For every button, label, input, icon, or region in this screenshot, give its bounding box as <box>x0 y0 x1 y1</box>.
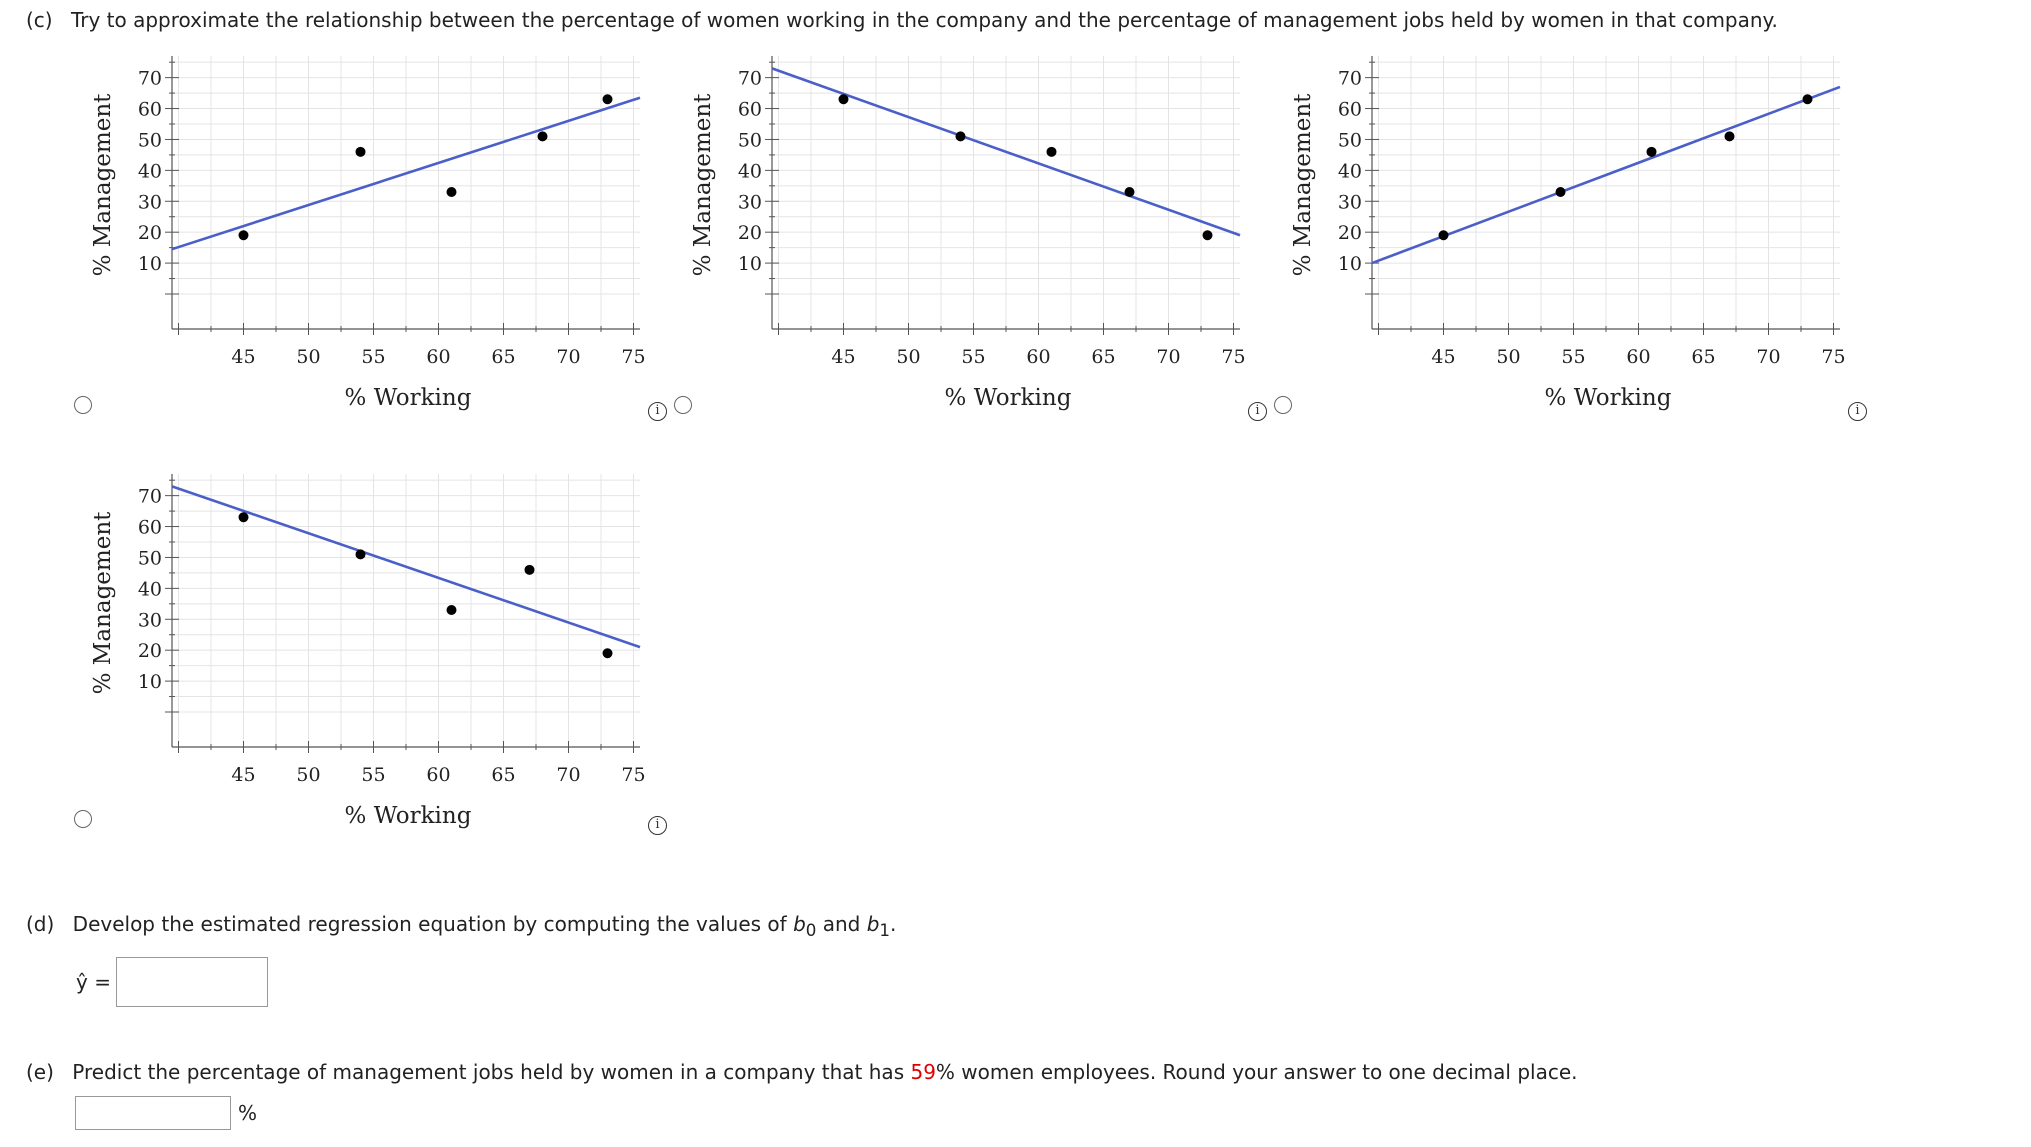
x-tick-label: 60 <box>426 346 451 368</box>
data-point <box>538 131 548 141</box>
y-axis-label: % Management <box>690 93 716 277</box>
y-tick-label: 60 <box>137 516 162 539</box>
b0-symbol: $b_0$ <box>793 912 817 940</box>
y-tick-label: 40 <box>137 578 162 601</box>
regression-equation-input[interactable] <box>116 957 268 1007</box>
y-tick-label: 40 <box>137 160 162 183</box>
data-point <box>1439 230 1449 240</box>
y-tick-label: 50 <box>737 129 762 152</box>
x-tick-label: 55 <box>961 346 986 368</box>
x-tick-label: 75 <box>621 764 646 786</box>
b1-symbol: $b_1$ <box>866 912 891 940</box>
y-tick-label: 30 <box>137 191 162 214</box>
x-tick-label: 50 <box>896 346 921 368</box>
data-point <box>447 605 457 615</box>
x-tick-label: 65 <box>1091 346 1116 368</box>
scatter-chart-option-2 <box>680 36 1260 411</box>
data-point <box>356 147 366 157</box>
option-1-radio[interactable] <box>74 396 92 414</box>
x-tick-label: 75 <box>1221 346 1246 368</box>
x-tick-label: 45 <box>831 346 856 368</box>
y-tick-label: 50 <box>137 547 162 570</box>
y-tick-label: 20 <box>737 222 762 245</box>
y-tick-label: 60 <box>737 98 762 121</box>
y-tick-label: 30 <box>737 191 762 214</box>
part-d-period: . <box>890 912 897 936</box>
x-tick-label: 50 <box>296 346 321 368</box>
y-tick-label: 60 <box>137 98 162 121</box>
part-e-label: (e) <box>26 1060 54 1084</box>
y-tick-label: 40 <box>1337 160 1362 183</box>
part-d-question <box>26 912 896 940</box>
option-3-radio[interactable] <box>1274 396 1292 414</box>
y-tick-label: 20 <box>137 640 162 663</box>
data-point <box>447 187 457 197</box>
data-point <box>239 512 249 522</box>
y-tick-label: 50 <box>1337 129 1362 152</box>
data-point <box>1556 187 1566 197</box>
data-point <box>1047 147 1057 157</box>
data-point <box>956 131 966 141</box>
y-tick-label: 70 <box>737 67 762 90</box>
x-tick-label: 50 <box>296 764 321 786</box>
y-tick-label: 70 <box>1337 67 1362 90</box>
y-tick-label: 40 <box>737 160 762 183</box>
x-tick-label: 45 <box>231 764 256 786</box>
x-axis-label: % Working <box>344 803 472 829</box>
x-tick-label: 60 <box>426 764 451 786</box>
x-tick-label: 50 <box>1496 346 1521 368</box>
y-tick-label: 10 <box>137 671 162 694</box>
y-tick-label: 50 <box>137 129 162 152</box>
part-c-label: (c) <box>26 8 53 32</box>
y-axis-label: % Management <box>90 93 116 277</box>
x-tick-label: 75 <box>1821 346 1846 368</box>
x-tick-label: 55 <box>361 346 386 368</box>
y-tick-label: 20 <box>137 222 162 245</box>
info-icon[interactable]: i <box>648 816 667 835</box>
x-axis-label: % Working <box>344 385 472 411</box>
data-point <box>1803 94 1813 104</box>
x-tick-label: 60 <box>1626 346 1651 368</box>
data-point <box>839 94 849 104</box>
y-tick-label: 60 <box>1337 98 1362 121</box>
y-axis-label: % Management <box>1290 93 1316 277</box>
data-point <box>525 565 535 575</box>
y-tick-label: 70 <box>137 67 162 90</box>
x-tick-label: 65 <box>491 764 516 786</box>
y-tick-label: 70 <box>137 485 162 508</box>
part-e-question <box>26 1060 1578 1084</box>
x-axis-label: % Working <box>1544 385 1672 411</box>
part-d-label: (d) <box>26 912 55 936</box>
part-e-text-end: % women employees. Round your answer to one decimal place. <box>935 1060 1578 1084</box>
scatter-chart-option-4 <box>80 450 660 830</box>
data-point <box>1647 147 1657 157</box>
y-tick-label: 10 <box>137 253 162 276</box>
x-tick-label: 45 <box>231 346 256 368</box>
y-tick-label: 20 <box>1337 222 1362 245</box>
x-tick-label: 70 <box>556 764 581 786</box>
prediction-input[interactable] <box>75 1096 231 1130</box>
x-tick-label: 60 <box>1026 346 1051 368</box>
data-point <box>603 648 613 658</box>
x-tick-label: 75 <box>621 346 646 368</box>
percent-unit: % <box>238 1101 258 1125</box>
y-axis-label: % Management <box>90 511 116 695</box>
part-e-text: Predict the percentage of management jobs held by women in a company that has <box>72 1060 911 1084</box>
x-tick-label: 70 <box>1156 346 1181 368</box>
y-tick-label: 10 <box>1337 253 1362 276</box>
x-tick-label: 65 <box>491 346 516 368</box>
x-axis-label: % Working <box>944 385 1072 411</box>
percentage-highlight: 59 <box>910 1060 936 1084</box>
scatter-chart-option-1 <box>80 36 660 411</box>
x-tick-label: 70 <box>556 346 581 368</box>
yhat-label: ŷ = <box>76 970 111 994</box>
x-tick-label: 55 <box>1561 346 1586 368</box>
x-tick-label: 65 <box>1691 346 1716 368</box>
info-icon[interactable]: i <box>648 402 667 421</box>
y-tick-label: 30 <box>1337 191 1362 214</box>
data-point <box>356 549 366 559</box>
option-4-radio[interactable] <box>74 810 92 828</box>
data-point <box>1203 230 1213 240</box>
part-c-text: Try to approximate the relationship between the percentage of women working in the company and the percentage of management jobs held by women in that company. <box>70 8 1778 32</box>
data-point <box>239 230 249 240</box>
y-tick-label: 30 <box>137 609 162 632</box>
part-c-question <box>26 8 1778 32</box>
x-tick-label: 70 <box>1756 346 1781 368</box>
part-d-and: and <box>816 912 867 936</box>
option-2-radio[interactable] <box>674 396 692 414</box>
info-icon[interactable]: i <box>1248 402 1267 421</box>
scatter-chart-option-3 <box>1280 36 1860 411</box>
x-tick-label: 55 <box>361 764 386 786</box>
x-tick-label: 45 <box>1431 346 1456 368</box>
data-point <box>1725 131 1735 141</box>
part-d-text: Develop the estimated regression equation by computing the values of <box>72 912 794 936</box>
info-icon[interactable]: i <box>1848 402 1867 421</box>
data-point <box>1125 187 1135 197</box>
data-point <box>603 94 613 104</box>
y-tick-label: 10 <box>737 253 762 276</box>
